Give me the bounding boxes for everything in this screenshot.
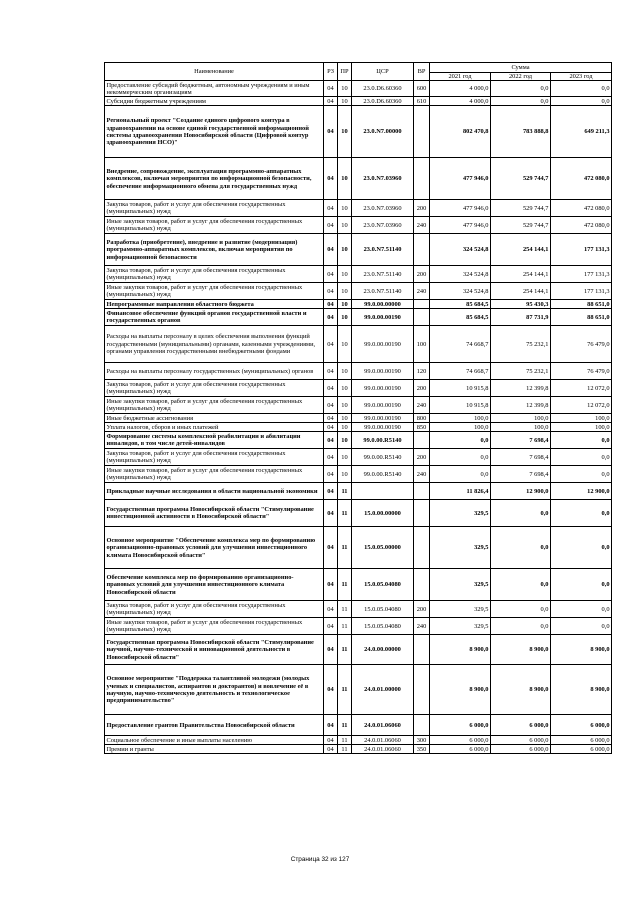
- cell-name: Закупка товаров, работ и услуг для обеспечения государственных (муниципальных) нужд: [105, 449, 324, 466]
- table-row: [105, 449, 612, 466]
- cell-name: Иные закупки товаров, работ и услуг для обеспечения государственных (муниципальных) нужд: [105, 283, 324, 300]
- cell-2022: 0,0: [491, 569, 551, 601]
- cell-csr: 15.0.05.04080: [352, 569, 414, 601]
- cell-2022: 100,0: [491, 414, 551, 423]
- cell-pr: 10: [338, 380, 352, 397]
- cell-2022: 12 399,8: [491, 380, 551, 397]
- cell-csr: 99.0.00.00190: [352, 380, 414, 397]
- cell-name: Иные бюджетные ассигнования: [105, 414, 324, 423]
- table-row: [105, 200, 612, 217]
- cell-name: Основное мероприятие "Обеспечение комплекса мер по формированию организационно-правовых условий для улучшения инвестиционного климата Новосибирской области": [105, 527, 324, 569]
- cell-vr: 800: [414, 414, 430, 423]
- cell-rz: 04: [324, 283, 338, 300]
- cell-pr: 10: [338, 234, 352, 266]
- cell-csr: 24.0.01.06060: [352, 715, 414, 736]
- header-sum: Сумма: [430, 63, 612, 73]
- cell-2023: 472 080,0: [551, 200, 612, 217]
- cell-2022: 6 000,0: [491, 715, 551, 736]
- cell-csr: 99.0.00.00000: [352, 300, 414, 309]
- cell-2021: 74 668,7: [430, 363, 491, 380]
- cell-rz: 04: [324, 234, 338, 266]
- cell-2021: 6 000,0: [430, 745, 491, 754]
- cell-csr: 15.0.00.00000: [352, 500, 414, 527]
- cell-pr: 10: [338, 266, 352, 283]
- cell-csr: 99.0.00.R5140: [352, 432, 414, 449]
- cell-2023: 88 651,0: [551, 309, 612, 326]
- cell-pr: 10: [338, 200, 352, 217]
- cell-vr: 600: [414, 81, 430, 97]
- cell-pr: 11: [338, 618, 352, 635]
- cell-vr: 240: [414, 397, 430, 414]
- cell-2022: 254 144,1: [491, 266, 551, 283]
- cell-name: Уплата налогов, сборов и иных платежей: [105, 423, 324, 432]
- cell-vr: [414, 158, 430, 200]
- cell-2021: 477 946,0: [430, 158, 491, 200]
- cell-2022: 0,0: [491, 81, 551, 97]
- cell-2021: 74 668,7: [430, 326, 491, 363]
- table-row: [105, 745, 612, 754]
- cell-2022: 7 698,4: [491, 432, 551, 449]
- cell-2023: 76 479,0: [551, 326, 612, 363]
- cell-rz: 04: [324, 266, 338, 283]
- cell-name: Обеспечение комплекса мер по формированию организационно-правовых условий для улучшения инвестиционного климата Новосибирской области: [105, 569, 324, 601]
- cell-2023: 6 000,0: [551, 715, 612, 736]
- table-row: [105, 500, 612, 527]
- cell-name: Региональный проект "Создание единого цифрового контура в здравоохранении на основе единой государственной информационной системы здравоохранения Новосибирской области (Цифровой контур здравоохранения НСО)": [105, 106, 324, 158]
- cell-csr: 99.0.00.00190: [352, 309, 414, 326]
- cell-2023: 8 900,0: [551, 635, 612, 665]
- cell-2022: 75 232,1: [491, 326, 551, 363]
- cell-2021: 10 915,8: [430, 380, 491, 397]
- cell-csr: 99.0.00.R5140: [352, 466, 414, 483]
- cell-vr: 240: [414, 283, 430, 300]
- cell-2023: 76 479,0: [551, 363, 612, 380]
- cell-csr: 15.0.05.04080: [352, 601, 414, 618]
- cell-name: Государственная программа Новосибирской области "Стимулирование инвестиционной активности в Новосибирской области": [105, 500, 324, 527]
- cell-2021: 8 900,0: [430, 665, 491, 715]
- cell-2022: 254 144,1: [491, 283, 551, 300]
- cell-name: Закупка товаров, работ и услуг для обеспечения государственных (муниципальных) нужд: [105, 266, 324, 283]
- cell-2022: 7 698,4: [491, 449, 551, 466]
- cell-csr: [352, 483, 414, 500]
- cell-pr: 11: [338, 483, 352, 500]
- cell-vr: 200: [414, 449, 430, 466]
- table-row: [105, 380, 612, 397]
- cell-2022: 6 000,0: [491, 745, 551, 754]
- cell-vr: [414, 635, 430, 665]
- cell-2022: 6 000,0: [491, 736, 551, 745]
- cell-rz: 04: [324, 527, 338, 569]
- cell-2023: 88 651,0: [551, 300, 612, 309]
- header-pr: ПР: [338, 63, 352, 81]
- cell-rz: 04: [324, 745, 338, 754]
- cell-2022: 8 900,0: [491, 635, 551, 665]
- cell-2022: 783 888,8: [491, 106, 551, 158]
- cell-pr: 11: [338, 736, 352, 745]
- cell-2021: 8 900,0: [430, 635, 491, 665]
- table-row: [105, 363, 612, 380]
- cell-vr: 610: [414, 97, 430, 106]
- header-csr: ЦСР: [352, 63, 414, 81]
- cell-2023: 0,0: [551, 97, 612, 106]
- table-row: [105, 266, 612, 283]
- cell-2023: 12 072,0: [551, 380, 612, 397]
- cell-name: Расходы на выплаты персоналу в целях обеспечения выполнения функций государственными (муниципальными) органами, казенными учреждениями, органами управления государственными внебюджетными фондами: [105, 326, 324, 363]
- cell-rz: 04: [324, 449, 338, 466]
- cell-2023: 100,0: [551, 423, 612, 432]
- cell-2022: 529 744,7: [491, 217, 551, 234]
- table-row: [105, 527, 612, 569]
- cell-2023: 0,0: [551, 601, 612, 618]
- cell-2021: 85 684,5: [430, 309, 491, 326]
- cell-pr: 11: [338, 635, 352, 665]
- cell-rz: 04: [324, 665, 338, 715]
- cell-2023: 12 072,0: [551, 397, 612, 414]
- cell-pr: 11: [338, 601, 352, 618]
- cell-2022: 12 399,8: [491, 397, 551, 414]
- cell-pr: 10: [338, 363, 352, 380]
- cell-pr: 10: [338, 300, 352, 309]
- cell-name: Внедрение, сопровождение, эксплуатация программно-аппаратных комплексов, включая мероприятия по информационной безопасности, обеспечение информационного обмена для государственных нужд: [105, 158, 324, 200]
- cell-2021: 329,5: [430, 500, 491, 527]
- cell-rz: 04: [324, 500, 338, 527]
- cell-csr: 24.0.01.06060: [352, 745, 414, 754]
- cell-2021: 329,5: [430, 618, 491, 635]
- cell-csr: 23.0.D6.60360: [352, 81, 414, 97]
- cell-csr: 23.0.N7.03960: [352, 217, 414, 234]
- table-row: [105, 158, 612, 200]
- cell-pr: 11: [338, 665, 352, 715]
- cell-rz: 04: [324, 423, 338, 432]
- cell-pr: 10: [338, 106, 352, 158]
- cell-2023: 0,0: [551, 618, 612, 635]
- cell-2022: 0,0: [491, 500, 551, 527]
- cell-vr: 200: [414, 601, 430, 618]
- cell-2023: 8 900,0: [551, 665, 612, 715]
- cell-rz: 04: [324, 363, 338, 380]
- budget-table: [104, 62, 612, 754]
- cell-2022: 12 900,0: [491, 483, 551, 500]
- cell-2021: 10 915,8: [430, 397, 491, 414]
- cell-name: Иные закупки товаров, работ и услуг для обеспечения государственных (муниципальных) нужд: [105, 397, 324, 414]
- cell-vr: [414, 500, 430, 527]
- cell-name: Предоставление субсидий бюджетным, автономным учреждениям и иным некоммерческим организациям: [105, 81, 324, 97]
- cell-pr: 11: [338, 527, 352, 569]
- cell-name: Закупка товаров, работ и услуг для обеспечения государственных (муниципальных) нужд: [105, 601, 324, 618]
- cell-2022: 0,0: [491, 97, 551, 106]
- header-year-2023: 2023 год: [551, 73, 612, 81]
- cell-vr: 200: [414, 200, 430, 217]
- cell-name: Непрограммные направления областного бюджета: [105, 300, 324, 309]
- table-row: [105, 97, 612, 106]
- header-row-top: [105, 63, 612, 73]
- cell-vr: [414, 569, 430, 601]
- cell-vr: [414, 527, 430, 569]
- cell-rz: 04: [324, 736, 338, 745]
- cell-pr: 10: [338, 423, 352, 432]
- cell-vr: 350: [414, 745, 430, 754]
- cell-pr: 10: [338, 158, 352, 200]
- cell-name: Предоставление грантов Правительства Новосибирской области: [105, 715, 324, 736]
- cell-2022: 7 698,4: [491, 466, 551, 483]
- cell-2023: 177 131,3: [551, 283, 612, 300]
- cell-rz: 04: [324, 569, 338, 601]
- cell-rz: 04: [324, 414, 338, 423]
- cell-csr: 23.0.N7.51140: [352, 234, 414, 266]
- cell-pr: 10: [338, 397, 352, 414]
- cell-2022: 254 144,1: [491, 234, 551, 266]
- cell-2021: 11 826,4: [430, 483, 491, 500]
- cell-2021: 477 946,0: [430, 217, 491, 234]
- table-row: [105, 106, 612, 158]
- table-body: [105, 81, 612, 754]
- cell-vr: [414, 432, 430, 449]
- cell-csr: 99.0.00.00190: [352, 363, 414, 380]
- table-row: [105, 326, 612, 363]
- cell-rz: 04: [324, 483, 338, 500]
- cell-rz: 04: [324, 217, 338, 234]
- cell-rz: 04: [324, 106, 338, 158]
- cell-vr: 200: [414, 380, 430, 397]
- cell-2021: 4 000,0: [430, 97, 491, 106]
- cell-rz: 04: [324, 300, 338, 309]
- cell-2022: 100,0: [491, 423, 551, 432]
- page-footer: Страница 32 из 127: [290, 856, 350, 863]
- header-year-2022: 2022 год: [491, 73, 551, 81]
- cell-vr: [414, 665, 430, 715]
- table-row: [105, 217, 612, 234]
- cell-vr: [414, 234, 430, 266]
- cell-rz: 04: [324, 601, 338, 618]
- cell-2021: 324 524,8: [430, 234, 491, 266]
- cell-csr: 24.0.00.00000: [352, 635, 414, 665]
- table-row: [105, 423, 612, 432]
- cell-rz: 04: [324, 432, 338, 449]
- cell-2023: 177 131,3: [551, 266, 612, 283]
- cell-name: Закупка товаров, работ и услуг для обеспечения государственных (муниципальных) нужд: [105, 380, 324, 397]
- cell-2022: 0,0: [491, 527, 551, 569]
- cell-vr: 240: [414, 618, 430, 635]
- cell-vr: [414, 309, 430, 326]
- cell-rz: 04: [324, 81, 338, 97]
- cell-rz: 04: [324, 466, 338, 483]
- cell-csr: 99.0.00.R5140: [352, 449, 414, 466]
- cell-pr: 11: [338, 569, 352, 601]
- cell-2023: 0,0: [551, 466, 612, 483]
- cell-2021: 6 000,0: [430, 736, 491, 745]
- cell-csr: 23.0.N7.03960: [352, 158, 414, 200]
- cell-2023: 649 211,3: [551, 106, 612, 158]
- cell-2022: 95 430,3: [491, 300, 551, 309]
- table-row: [105, 466, 612, 483]
- cell-vr: 850: [414, 423, 430, 432]
- cell-vr: 240: [414, 217, 430, 234]
- cell-2022: 75 232,1: [491, 363, 551, 380]
- cell-rz: 04: [324, 380, 338, 397]
- cell-csr: 24.0.01.06060: [352, 736, 414, 745]
- cell-2021: 329,5: [430, 569, 491, 601]
- cell-2021: 100,0: [430, 423, 491, 432]
- cell-name: Расходы на выплаты персоналу государственных (муниципальных) органов: [105, 363, 324, 380]
- cell-2021: 329,5: [430, 527, 491, 569]
- cell-2022: 0,0: [491, 601, 551, 618]
- cell-pr: 10: [338, 326, 352, 363]
- cell-2021: 0,0: [430, 466, 491, 483]
- cell-name: Прикладные научные исследования в области национальной экономики: [105, 483, 324, 500]
- cell-2022: 0,0: [491, 618, 551, 635]
- table-row: [105, 234, 612, 266]
- cell-pr: 11: [338, 745, 352, 754]
- cell-csr: 99.0.00.00190: [352, 423, 414, 432]
- cell-csr: 24.0.01.00000: [352, 665, 414, 715]
- cell-vr: [414, 300, 430, 309]
- cell-2021: 802 470,8: [430, 106, 491, 158]
- table-row: [105, 618, 612, 635]
- cell-rz: 04: [324, 715, 338, 736]
- table-row: [105, 81, 612, 97]
- cell-name: Основное мероприятие "Поддержка талантливой молодежи (молодых ученых и специалистов, аспирантов и докторантов) и вовлечение её в научную, научно-техническую деятельность и технологическое предпринимательство": [105, 665, 324, 715]
- table-row: [105, 432, 612, 449]
- cell-pr: 10: [338, 449, 352, 466]
- cell-2023: 100,0: [551, 414, 612, 423]
- cell-2023: 0,0: [551, 569, 612, 601]
- cell-pr: 10: [338, 97, 352, 106]
- table-row: [105, 414, 612, 423]
- cell-pr: 10: [338, 414, 352, 423]
- cell-rz: 04: [324, 618, 338, 635]
- cell-pr: 10: [338, 283, 352, 300]
- cell-2023: 6 000,0: [551, 745, 612, 754]
- cell-vr: [414, 106, 430, 158]
- cell-2022: 87 731,9: [491, 309, 551, 326]
- cell-vr: [414, 715, 430, 736]
- cell-name: Субсидии бюджетным учреждениям: [105, 97, 324, 106]
- cell-rz: 04: [324, 635, 338, 665]
- header-vr: ВР: [414, 63, 430, 81]
- cell-2023: 0,0: [551, 500, 612, 527]
- budget-sheet: [104, 62, 611, 754]
- table-row: [105, 569, 612, 601]
- cell-pr: 10: [338, 217, 352, 234]
- cell-csr: 99.0.00.00190: [352, 414, 414, 423]
- cell-2021: 324 524,8: [430, 266, 491, 283]
- header-year-2021: 2021 год: [430, 73, 491, 81]
- cell-csr: 15.0.05.04080: [352, 618, 414, 635]
- cell-2022: 8 900,0: [491, 665, 551, 715]
- cell-pr: 11: [338, 500, 352, 527]
- cell-2021: 324 524,8: [430, 283, 491, 300]
- cell-2021: 6 000,0: [430, 715, 491, 736]
- table-row: [105, 283, 612, 300]
- cell-rz: 04: [324, 97, 338, 106]
- cell-2023: 0,0: [551, 81, 612, 97]
- cell-name: Закупка товаров, работ и услуг для обеспечения государственных (муниципальных) нужд: [105, 200, 324, 217]
- table-row: [105, 736, 612, 745]
- cell-pr: 10: [338, 309, 352, 326]
- cell-2021: 329,5: [430, 601, 491, 618]
- table-row: [105, 300, 612, 309]
- cell-vr: 300: [414, 736, 430, 745]
- cell-vr: [414, 483, 430, 500]
- table-row: [105, 635, 612, 665]
- cell-2021: 477 946,0: [430, 200, 491, 217]
- cell-name: Формирование системы комплексной реабилитации и абилитации инвалидов, в том числе детей-инвалидов: [105, 432, 324, 449]
- cell-2023: 0,0: [551, 432, 612, 449]
- cell-rz: 04: [324, 326, 338, 363]
- cell-2023: 12 900,0: [551, 483, 612, 500]
- cell-csr: 99.0.00.00190: [352, 326, 414, 363]
- cell-csr: 99.0.00.00190: [352, 397, 414, 414]
- cell-2022: 529 744,7: [491, 158, 551, 200]
- cell-name: Премии и гранты: [105, 745, 324, 754]
- cell-rz: 04: [324, 158, 338, 200]
- cell-rz: 04: [324, 397, 338, 414]
- cell-2021: 100,0: [430, 414, 491, 423]
- cell-pr: 10: [338, 466, 352, 483]
- cell-2023: 0,0: [551, 527, 612, 569]
- cell-2023: 6 000,0: [551, 736, 612, 745]
- cell-name: Иные закупки товаров, работ и услуг для обеспечения государственных (муниципальных) нужд: [105, 618, 324, 635]
- cell-rz: 04: [324, 309, 338, 326]
- cell-csr: 23.0.N7.51140: [352, 283, 414, 300]
- cell-2021: 85 684,5: [430, 300, 491, 309]
- cell-pr: 11: [338, 715, 352, 736]
- cell-name: Государственная программа Новосибирской области "Стимулирование научной, научно-технической и инновационной деятельности в Новосибирской области": [105, 635, 324, 665]
- cell-2023: 177 131,3: [551, 234, 612, 266]
- cell-csr: 23.0.D6.60360: [352, 97, 414, 106]
- table-row: [105, 601, 612, 618]
- cell-name: Финансовое обеспечение функций органов государственной власти и государственных органов: [105, 309, 324, 326]
- cell-pr: 10: [338, 432, 352, 449]
- cell-vr: 100: [414, 326, 430, 363]
- cell-name: Разработка (приобретение), внедрение и развитие (модернизация) программно-аппаратных комплексов, включая мероприятия по информационной безопасности: [105, 234, 324, 266]
- cell-2023: 0,0: [551, 449, 612, 466]
- cell-name: Социальное обеспечение и иные выплаты населению: [105, 736, 324, 745]
- cell-csr: 23.0.N7.03960: [352, 200, 414, 217]
- cell-name: Иные закупки товаров, работ и услуг для обеспечения государственных (муниципальных) нужд: [105, 217, 324, 234]
- cell-2021: 0,0: [430, 432, 491, 449]
- cell-pr: 10: [338, 81, 352, 97]
- cell-vr: 120: [414, 363, 430, 380]
- table-row: [105, 397, 612, 414]
- table-row: [105, 309, 612, 326]
- table-row: [105, 483, 612, 500]
- cell-vr: 200: [414, 266, 430, 283]
- cell-2023: 472 080,0: [551, 158, 612, 200]
- cell-csr: 23.0.N7.51140: [352, 266, 414, 283]
- cell-csr: 15.0.05.00000: [352, 527, 414, 569]
- cell-name: Иные закупки товаров, работ и услуг для обеспечения государственных (муниципальных) нужд: [105, 466, 324, 483]
- cell-vr: 240: [414, 466, 430, 483]
- table-row: [105, 715, 612, 736]
- table-row: [105, 665, 612, 715]
- cell-2021: 4 000,0: [430, 81, 491, 97]
- cell-2021: 0,0: [430, 449, 491, 466]
- header-name: Наименование: [105, 63, 324, 81]
- cell-csr: 23.0.N7.00000: [352, 106, 414, 158]
- cell-rz: 04: [324, 200, 338, 217]
- header-rz: РЗ: [324, 63, 338, 81]
- cell-2022: 529 744,7: [491, 200, 551, 217]
- cell-2023: 472 080,0: [551, 217, 612, 234]
